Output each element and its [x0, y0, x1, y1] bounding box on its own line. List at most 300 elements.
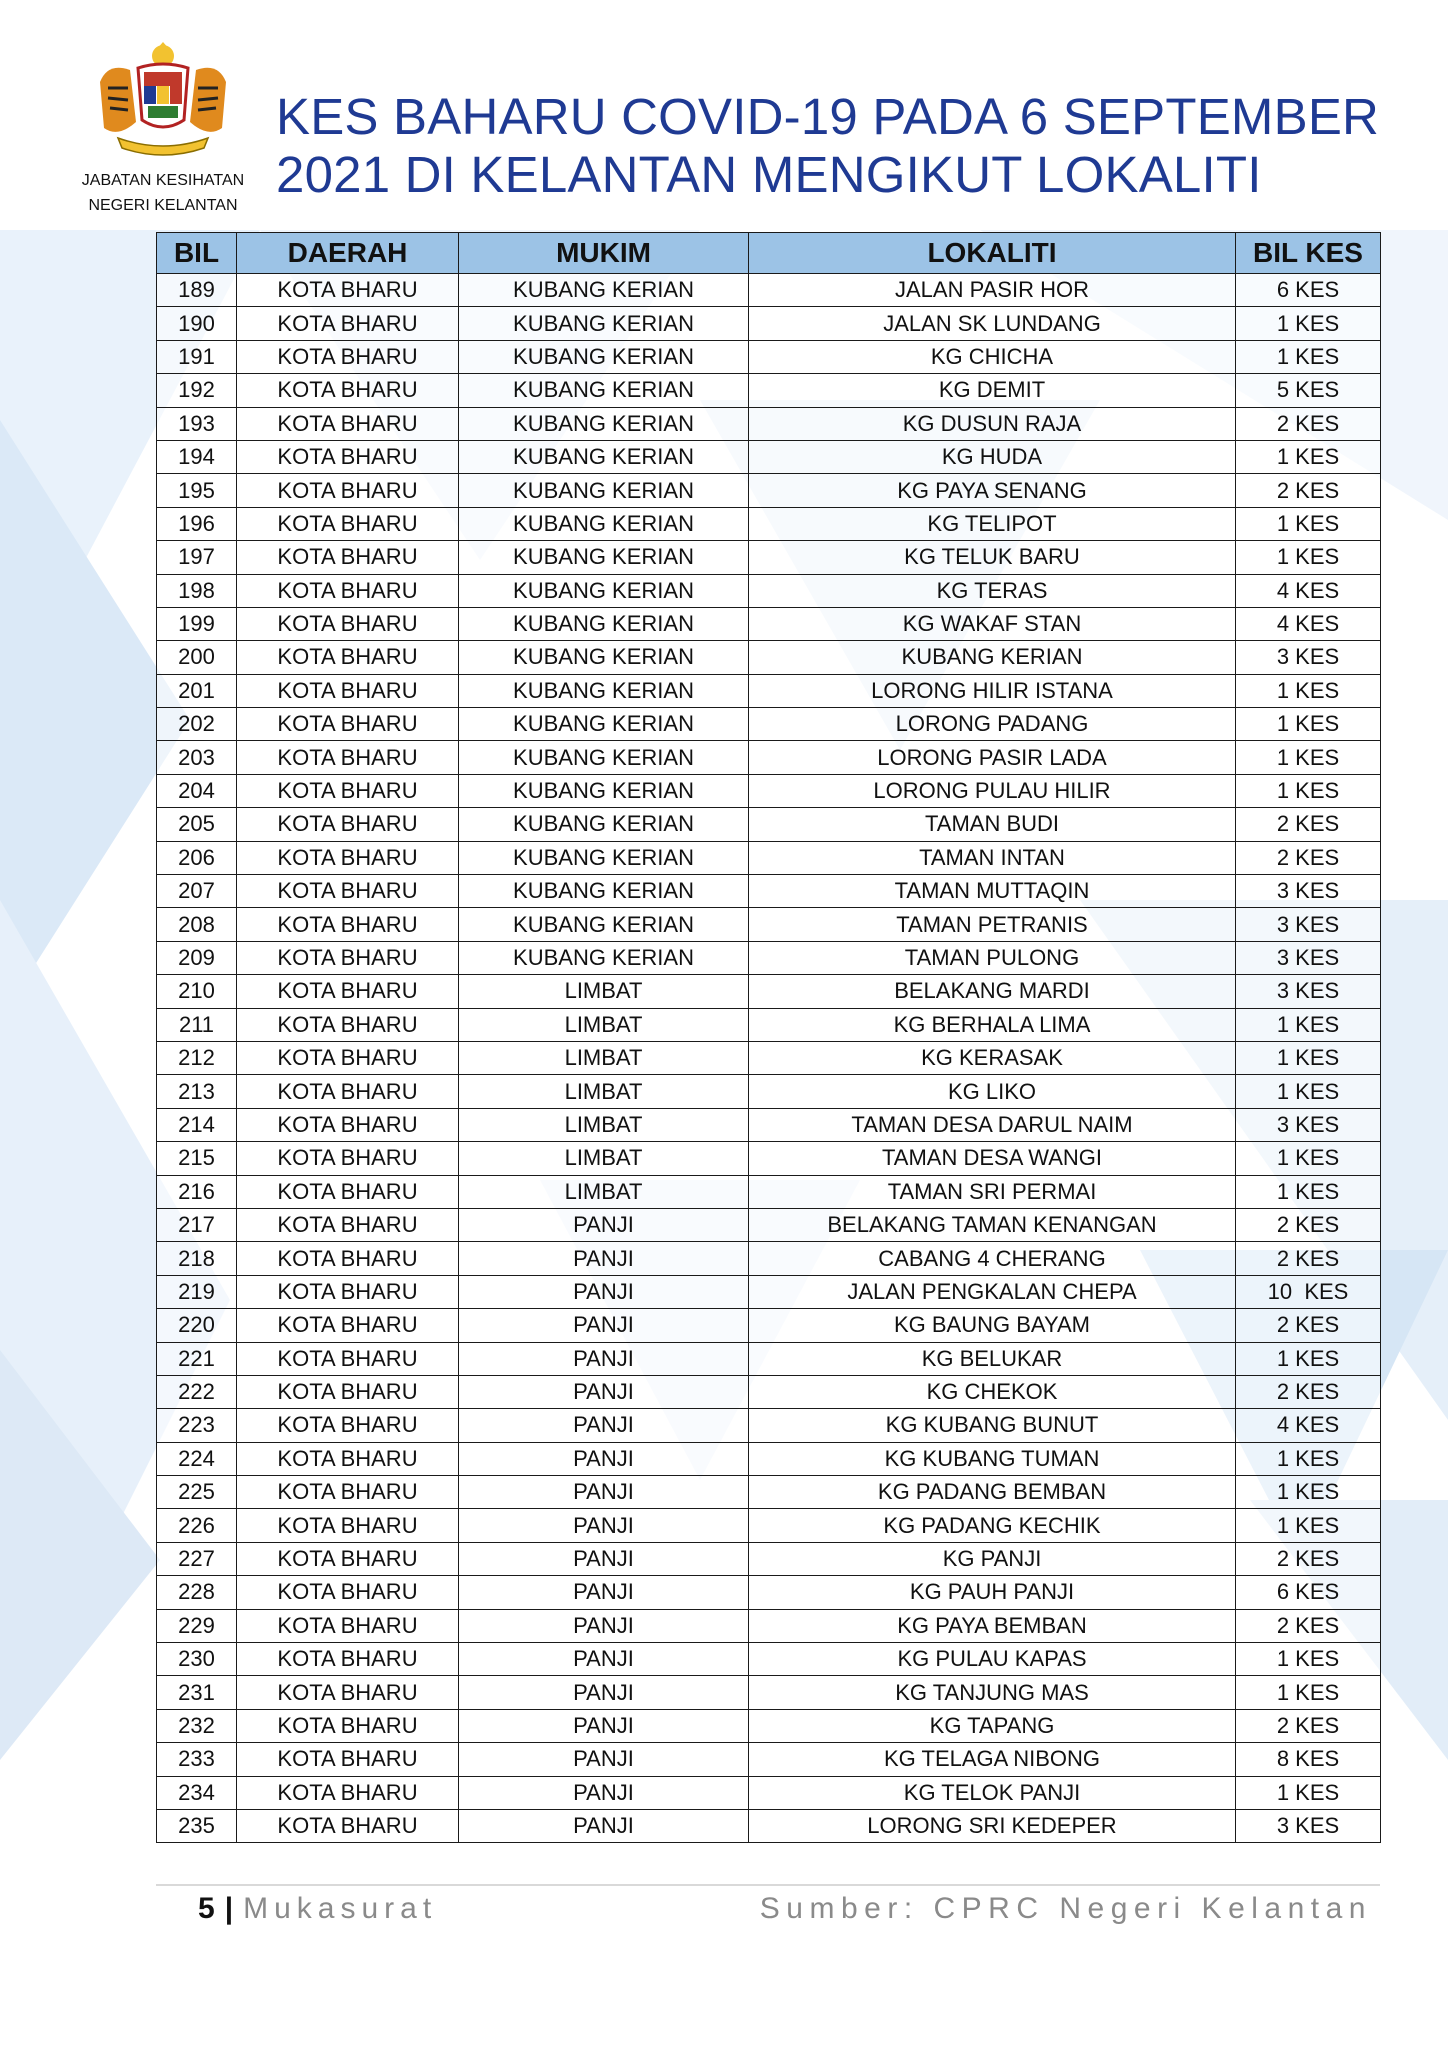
cell-bil-kes: 1 KES: [1236, 1142, 1381, 1175]
cell-bil: 189: [157, 274, 237, 307]
cell-mukim: KUBANG KERIAN: [459, 774, 749, 807]
cell-lokaliti: KG PAYA BEMBAN: [749, 1609, 1236, 1642]
cell-bil-kes: 1 KES: [1236, 440, 1381, 473]
cell-bil-kes: 5 KES: [1236, 374, 1381, 407]
cell-lokaliti: TAMAN PULONG: [749, 941, 1236, 974]
cell-bil-kes: 1 KES: [1236, 1476, 1381, 1509]
cell-bil-kes: 1 KES: [1236, 1509, 1381, 1542]
column-header-lokaliti: LOKALITI: [749, 233, 1236, 274]
cell-bil: 196: [157, 507, 237, 540]
cell-bil-kes: 1 KES: [1236, 507, 1381, 540]
cell-bil-kes: 3 KES: [1236, 941, 1381, 974]
cell-mukim: LIMBAT: [459, 1175, 749, 1208]
cell-bil: 234: [157, 1776, 237, 1809]
cell-lokaliti: TAMAN PETRANIS: [749, 908, 1236, 941]
cell-mukim: KUBANG KERIAN: [459, 340, 749, 373]
table-row: [157, 507, 1381, 540]
table-row: [157, 875, 1381, 908]
table-row: [157, 1375, 1381, 1408]
table-row: [157, 1776, 1381, 1809]
cell-bil-kes: 1 KES: [1236, 1041, 1381, 1074]
cell-bil: 216: [157, 1175, 237, 1208]
page-number: 5: [198, 1892, 215, 1925]
cell-bil: 222: [157, 1375, 237, 1408]
table-row: [157, 374, 1381, 407]
cell-mukim: KUBANG KERIAN: [459, 374, 749, 407]
cell-mukim: KUBANG KERIAN: [459, 607, 749, 640]
cell-bil-kes: 1 KES: [1236, 340, 1381, 373]
cell-bil: 231: [157, 1676, 237, 1709]
cell-mukim: KUBANG KERIAN: [459, 708, 749, 741]
cell-lokaliti: KUBANG KERIAN: [749, 641, 1236, 674]
cell-daerah: KOTA BHARU: [237, 674, 459, 707]
cell-bil: 220: [157, 1309, 237, 1342]
cell-daerah: KOTA BHARU: [237, 641, 459, 674]
table-row: [157, 1676, 1381, 1709]
source-note: Sumber: CPRC Negeri Kelantan: [759, 1892, 1372, 1925]
cell-daerah: KOTA BHARU: [237, 1375, 459, 1408]
cell-bil: 198: [157, 574, 237, 607]
column-header-bil: BIL: [157, 233, 237, 274]
cell-mukim: LIMBAT: [459, 1108, 749, 1141]
cell-mukim: KUBANG KERIAN: [459, 841, 749, 874]
cell-daerah: KOTA BHARU: [237, 1142, 459, 1175]
cell-bil: 199: [157, 607, 237, 640]
cell-lokaliti: KG TELAGA NIBONG: [749, 1743, 1236, 1776]
cell-bil-kes: 4 KES: [1236, 1409, 1381, 1442]
cell-mukim: PANJI: [459, 1409, 749, 1442]
cell-bil-kes: 2 KES: [1236, 1242, 1381, 1275]
cell-bil-kes: 1 KES: [1236, 1175, 1381, 1208]
cell-bil-kes: 2 KES: [1236, 1609, 1381, 1642]
cell-lokaliti: KG PAUH PANJI: [749, 1576, 1236, 1609]
table-row: [157, 1075, 1381, 1108]
cell-lokaliti: KG CHICHA: [749, 340, 1236, 373]
cell-bil: 206: [157, 841, 237, 874]
coat-of-arms-icon: [78, 42, 248, 162]
cell-daerah: KOTA BHARU: [237, 1509, 459, 1542]
table-row: [157, 1743, 1381, 1776]
cell-bil: 228: [157, 1576, 237, 1609]
table-row: [157, 674, 1381, 707]
table-row: [157, 908, 1381, 941]
table-body: [157, 274, 1381, 1843]
cell-bil-kes: 1 KES: [1236, 1342, 1381, 1375]
cell-lokaliti: KG TAPANG: [749, 1709, 1236, 1742]
cell-bil: 197: [157, 541, 237, 574]
cell-mukim: KUBANG KERIAN: [459, 741, 749, 774]
cell-bil-kes: 6 KES: [1236, 274, 1381, 307]
cell-mukim: KUBANG KERIAN: [459, 541, 749, 574]
document-header: [0, 0, 1448, 230]
table-row: [157, 274, 1381, 307]
cell-mukim: PANJI: [459, 1743, 749, 1776]
cell-lokaliti: KG KERASAK: [749, 1041, 1236, 1074]
table-row: [157, 841, 1381, 874]
cell-daerah: KOTA BHARU: [237, 1576, 459, 1609]
cell-daerah: KOTA BHARU: [237, 941, 459, 974]
cell-lokaliti: KG PAYA SENANG: [749, 474, 1236, 507]
cell-bil-kes: 2 KES: [1236, 1208, 1381, 1241]
cell-bil-kes: 2 KES: [1236, 1709, 1381, 1742]
cell-mukim: PANJI: [459, 1342, 749, 1375]
cell-daerah: KOTA BHARU: [237, 440, 459, 473]
cell-bil-kes: 1 KES: [1236, 1643, 1381, 1676]
cell-lokaliti: KG TANJUNG MAS: [749, 1676, 1236, 1709]
table-row: [157, 474, 1381, 507]
table-row: [157, 1175, 1381, 1208]
cell-lokaliti: TAMAN INTAN: [749, 841, 1236, 874]
page-footer-left: [198, 1892, 437, 1926]
cell-bil-kes: 1 KES: [1236, 674, 1381, 707]
cell-daerah: KOTA BHARU: [237, 607, 459, 640]
cell-bil: 210: [157, 975, 237, 1008]
cell-mukim: PANJI: [459, 1609, 749, 1642]
cell-mukim: KUBANG KERIAN: [459, 674, 749, 707]
cell-bil-kes: 3 KES: [1236, 1809, 1381, 1842]
table-row: [157, 808, 1381, 841]
cell-mukim: LIMBAT: [459, 975, 749, 1008]
cell-lokaliti: KG TELIPOT: [749, 507, 1236, 540]
cell-mukim: PANJI: [459, 1309, 749, 1342]
cell-bil-kes: 1 KES: [1236, 1442, 1381, 1475]
table-row: [157, 941, 1381, 974]
table-row: [157, 340, 1381, 373]
cell-bil-kes: 2 KES: [1236, 1375, 1381, 1408]
table-row: [157, 1309, 1381, 1342]
cell-lokaliti: BELAKANG MARDI: [749, 975, 1236, 1008]
cell-mukim: LIMBAT: [459, 1075, 749, 1108]
table-row: [157, 1442, 1381, 1475]
page-title: [276, 88, 1396, 204]
cell-daerah: KOTA BHARU: [237, 1075, 459, 1108]
cell-lokaliti: KG BAUNG BAYAM: [749, 1309, 1236, 1342]
cell-bil: 191: [157, 340, 237, 373]
cell-bil-kes: 3 KES: [1236, 875, 1381, 908]
cell-daerah: KOTA BHARU: [237, 1709, 459, 1742]
table-row: [157, 307, 1381, 340]
title-line-1: KES BAHARU COVID-19 PADA 6 SEPTEMBER: [276, 88, 1380, 145]
cell-daerah: KOTA BHARU: [237, 1041, 459, 1074]
table-row: [157, 1509, 1381, 1542]
table-row: [157, 774, 1381, 807]
table-row: [157, 607, 1381, 640]
cell-lokaliti: LORONG PASIR LADA: [749, 741, 1236, 774]
cell-mukim: KUBANG KERIAN: [459, 574, 749, 607]
cell-bil: 223: [157, 1409, 237, 1442]
table-row: [157, 1409, 1381, 1442]
cell-daerah: KOTA BHARU: [237, 374, 459, 407]
cell-bil: 224: [157, 1442, 237, 1475]
cell-bil: 221: [157, 1342, 237, 1375]
cell-lokaliti: LORONG PADANG: [749, 708, 1236, 741]
cell-mukim: KUBANG KERIAN: [459, 474, 749, 507]
cell-daerah: KOTA BHARU: [237, 1609, 459, 1642]
cell-daerah: KOTA BHARU: [237, 875, 459, 908]
cell-daerah: KOTA BHARU: [237, 1208, 459, 1241]
cell-bil: 202: [157, 708, 237, 741]
cell-lokaliti: KG BERHALA LIMA: [749, 1008, 1236, 1041]
cell-daerah: KOTA BHARU: [237, 1442, 459, 1475]
cell-bil: 219: [157, 1275, 237, 1308]
table-row: [157, 1576, 1381, 1609]
cell-daerah: KOTA BHARU: [237, 908, 459, 941]
cell-lokaliti: TAMAN MUTTAQIN: [749, 875, 1236, 908]
cell-lokaliti: KG PADANG BEMBAN: [749, 1476, 1236, 1509]
cell-bil: 190: [157, 307, 237, 340]
table-row: [157, 1041, 1381, 1074]
cell-mukim: PANJI: [459, 1509, 749, 1542]
table-row: [157, 1108, 1381, 1141]
cell-bil-kes: 4 KES: [1236, 607, 1381, 640]
cell-mukim: PANJI: [459, 1242, 749, 1275]
cell-lokaliti: KG TERAS: [749, 574, 1236, 607]
cell-bil: 226: [157, 1509, 237, 1542]
cell-lokaliti: TAMAN BUDI: [749, 808, 1236, 841]
cell-lokaliti: LORONG SRI KEDEPER: [749, 1809, 1236, 1842]
column-header-daerah: DAERAH: [237, 233, 459, 274]
cell-mukim: LIMBAT: [459, 1041, 749, 1074]
cell-daerah: KOTA BHARU: [237, 1542, 459, 1575]
cell-bil: 203: [157, 741, 237, 774]
table-row: [157, 1643, 1381, 1676]
cell-lokaliti: BELAKANG TAMAN KENANGAN: [749, 1208, 1236, 1241]
cell-daerah: KOTA BHARU: [237, 574, 459, 607]
cell-bil: 215: [157, 1142, 237, 1175]
table-row: [157, 1142, 1381, 1175]
cell-daerah: KOTA BHARU: [237, 1242, 459, 1275]
cell-mukim: PANJI: [459, 1576, 749, 1609]
cell-bil: 230: [157, 1643, 237, 1676]
cell-mukim: PANJI: [459, 1208, 749, 1241]
page-label: Mukasurat: [243, 1892, 438, 1925]
cell-daerah: KOTA BHARU: [237, 975, 459, 1008]
cases-table-container: [156, 232, 1380, 1843]
cell-mukim: KUBANG KERIAN: [459, 941, 749, 974]
cell-bil-kes: 1 KES: [1236, 1676, 1381, 1709]
table-row: [157, 407, 1381, 440]
table-row: [157, 541, 1381, 574]
cases-table: [156, 232, 1381, 1843]
cell-mukim: PANJI: [459, 1275, 749, 1308]
cell-bil-kes: 1 KES: [1236, 774, 1381, 807]
cell-lokaliti: KG WAKAF STAN: [749, 607, 1236, 640]
table-row: [157, 1208, 1381, 1241]
cell-bil: 208: [157, 908, 237, 941]
cell-daerah: KOTA BHARU: [237, 1108, 459, 1141]
cell-daerah: KOTA BHARU: [237, 1275, 459, 1308]
cell-bil-kes: 2 KES: [1236, 841, 1381, 874]
cell-bil: 200: [157, 641, 237, 674]
cell-daerah: KOTA BHARU: [237, 340, 459, 373]
cell-lokaliti: KG LIKO: [749, 1075, 1236, 1108]
table-row: [157, 440, 1381, 473]
cell-bil-kes: 2 KES: [1236, 407, 1381, 440]
cell-bil-kes: 3 KES: [1236, 908, 1381, 941]
table-row: [157, 1809, 1381, 1842]
cell-mukim: KUBANG KERIAN: [459, 908, 749, 941]
cell-lokaliti: KG BELUKAR: [749, 1342, 1236, 1375]
footer-divider: [156, 1884, 1380, 1886]
cell-daerah: KOTA BHARU: [237, 841, 459, 874]
cell-lokaliti: CABANG 4 CHERANG: [749, 1242, 1236, 1275]
column-header-bil-kes: BIL KES: [1236, 233, 1381, 274]
cell-mukim: PANJI: [459, 1476, 749, 1509]
cell-mukim: PANJI: [459, 1809, 749, 1842]
cell-lokaliti: KG KUBANG TUMAN: [749, 1442, 1236, 1475]
cell-daerah: KOTA BHARU: [237, 1409, 459, 1442]
cell-lokaliti: KG KUBANG BUNUT: [749, 1409, 1236, 1442]
cell-daerah: KOTA BHARU: [237, 1676, 459, 1709]
cell-bil-kes: 1 KES: [1236, 1075, 1381, 1108]
cell-mukim: KUBANG KERIAN: [459, 307, 749, 340]
cell-lokaliti: KG TELOK PANJI: [749, 1776, 1236, 1809]
cell-mukim: LIMBAT: [459, 1008, 749, 1041]
cell-daerah: KOTA BHARU: [237, 1476, 459, 1509]
agency-line-2: NEGERI KELANTAN: [88, 197, 238, 214]
cell-lokaliti: JALAN SK LUNDANG: [749, 307, 1236, 340]
cell-lokaliti: KG PANJI: [749, 1542, 1236, 1575]
cell-lokaliti: KG DUSUN RAJA: [749, 407, 1236, 440]
table-row: [157, 975, 1381, 1008]
cell-bil: 207: [157, 875, 237, 908]
cell-lokaliti: TAMAN DESA DARUL NAIM: [749, 1108, 1236, 1141]
cell-mukim: PANJI: [459, 1643, 749, 1676]
cell-bil-kes: 1 KES: [1236, 741, 1381, 774]
cell-daerah: KOTA BHARU: [237, 774, 459, 807]
cell-bil: 209: [157, 941, 237, 974]
table-row: [157, 1342, 1381, 1375]
cell-bil: 213: [157, 1075, 237, 1108]
cell-daerah: KOTA BHARU: [237, 1643, 459, 1676]
cell-bil-kes: 3 KES: [1236, 975, 1381, 1008]
cell-lokaliti: LORONG PULAU HILIR: [749, 774, 1236, 807]
cell-bil: 204: [157, 774, 237, 807]
cell-bil: 195: [157, 474, 237, 507]
table-row: [157, 1542, 1381, 1575]
table-row: [157, 1242, 1381, 1275]
cell-bil: 217: [157, 1208, 237, 1241]
table-row: [157, 574, 1381, 607]
table-row: [157, 1008, 1381, 1041]
cell-bil: 201: [157, 674, 237, 707]
cell-daerah: KOTA BHARU: [237, 1309, 459, 1342]
cell-daerah: KOTA BHARU: [237, 1809, 459, 1842]
cell-mukim: KUBANG KERIAN: [459, 274, 749, 307]
cell-bil: 227: [157, 1542, 237, 1575]
cell-bil: 232: [157, 1709, 237, 1742]
cell-bil-kes: 1 KES: [1236, 307, 1381, 340]
cell-bil-kes: 2 KES: [1236, 1309, 1381, 1342]
cell-daerah: KOTA BHARU: [237, 808, 459, 841]
cell-daerah: KOTA BHARU: [237, 541, 459, 574]
table-row: [157, 1275, 1381, 1308]
cell-mukim: PANJI: [459, 1676, 749, 1709]
cell-mukim: LIMBAT: [459, 1142, 749, 1175]
cell-lokaliti: KG CHEKOK: [749, 1375, 1236, 1408]
cell-daerah: KOTA BHARU: [237, 1175, 459, 1208]
cell-bil-kes: 2 KES: [1236, 808, 1381, 841]
cell-lokaliti: KG DEMIT: [749, 374, 1236, 407]
table-row: [157, 1476, 1381, 1509]
cell-daerah: KOTA BHARU: [237, 307, 459, 340]
cell-bil-kes: 3 KES: [1236, 1108, 1381, 1141]
cell-bil: 211: [157, 1008, 237, 1041]
cell-bil: 225: [157, 1476, 237, 1509]
cell-bil-kes: 2 KES: [1236, 1542, 1381, 1575]
table-row: [157, 1609, 1381, 1642]
cell-mukim: PANJI: [459, 1442, 749, 1475]
cell-mukim: KUBANG KERIAN: [459, 407, 749, 440]
cell-bil: 214: [157, 1108, 237, 1141]
cell-mukim: PANJI: [459, 1709, 749, 1742]
cell-bil-kes: 1 KES: [1236, 1776, 1381, 1809]
cell-daerah: KOTA BHARU: [237, 741, 459, 774]
title-line-2: 2021 DI KELANTAN MENGIKUT LOKALITI: [276, 146, 1262, 203]
table-row: [157, 708, 1381, 741]
agency-name: [58, 168, 268, 218]
cell-lokaliti: TAMAN SRI PERMAI: [749, 1175, 1236, 1208]
cell-mukim: KUBANG KERIAN: [459, 440, 749, 473]
table-row: [157, 1709, 1381, 1742]
cell-bil-kes: 8 KES: [1236, 1743, 1381, 1776]
cell-bil: 192: [157, 374, 237, 407]
cell-daerah: KOTA BHARU: [237, 507, 459, 540]
cell-bil: 218: [157, 1242, 237, 1275]
cell-bil: 235: [157, 1809, 237, 1842]
cell-bil: 194: [157, 440, 237, 473]
cell-bil: 193: [157, 407, 237, 440]
cell-daerah: KOTA BHARU: [237, 1008, 459, 1041]
cell-lokaliti: JALAN PASIR HOR: [749, 274, 1236, 307]
column-header-mukim: MUKIM: [459, 233, 749, 274]
cell-mukim: PANJI: [459, 1776, 749, 1809]
cell-bil-kes: 1 KES: [1236, 708, 1381, 741]
table-row: [157, 641, 1381, 674]
cell-bil-kes: 4 KES: [1236, 574, 1381, 607]
cell-daerah: KOTA BHARU: [237, 708, 459, 741]
cell-mukim: KUBANG KERIAN: [459, 808, 749, 841]
cell-bil-kes: 3 KES: [1236, 641, 1381, 674]
cell-lokaliti: LORONG HILIR ISTANA: [749, 674, 1236, 707]
cell-bil-kes: 1 KES: [1236, 541, 1381, 574]
cell-bil: 229: [157, 1609, 237, 1642]
cell-lokaliti: KG TELUK BARU: [749, 541, 1236, 574]
cell-lokaliti: KG PULAU KAPAS: [749, 1643, 1236, 1676]
cell-bil-kes: 6 KES: [1236, 1576, 1381, 1609]
cell-daerah: KOTA BHARU: [237, 474, 459, 507]
cell-mukim: KUBANG KERIAN: [459, 641, 749, 674]
cell-mukim: PANJI: [459, 1542, 749, 1575]
cell-mukim: PANJI: [459, 1375, 749, 1408]
cell-lokaliti: JALAN PENGKALAN CHEPA: [749, 1275, 1236, 1308]
cell-lokaliti: KG PADANG KECHIK: [749, 1509, 1236, 1542]
footer-separator: |: [224, 1892, 234, 1925]
cell-daerah: KOTA BHARU: [237, 1743, 459, 1776]
cell-mukim: KUBANG KERIAN: [459, 507, 749, 540]
cell-bil: 233: [157, 1743, 237, 1776]
table-header-row: [157, 233, 1381, 274]
cell-daerah: KOTA BHARU: [237, 274, 459, 307]
cell-lokaliti: KG HUDA: [749, 440, 1236, 473]
cell-daerah: KOTA BHARU: [237, 1342, 459, 1375]
cell-lokaliti: TAMAN DESA WANGI: [749, 1142, 1236, 1175]
cell-mukim: KUBANG KERIAN: [459, 875, 749, 908]
cell-daerah: KOTA BHARU: [237, 1776, 459, 1809]
agency-line-1: JABATAN KESIHATAN: [81, 172, 245, 189]
cell-bil: 212: [157, 1041, 237, 1074]
cell-bil: 205: [157, 808, 237, 841]
